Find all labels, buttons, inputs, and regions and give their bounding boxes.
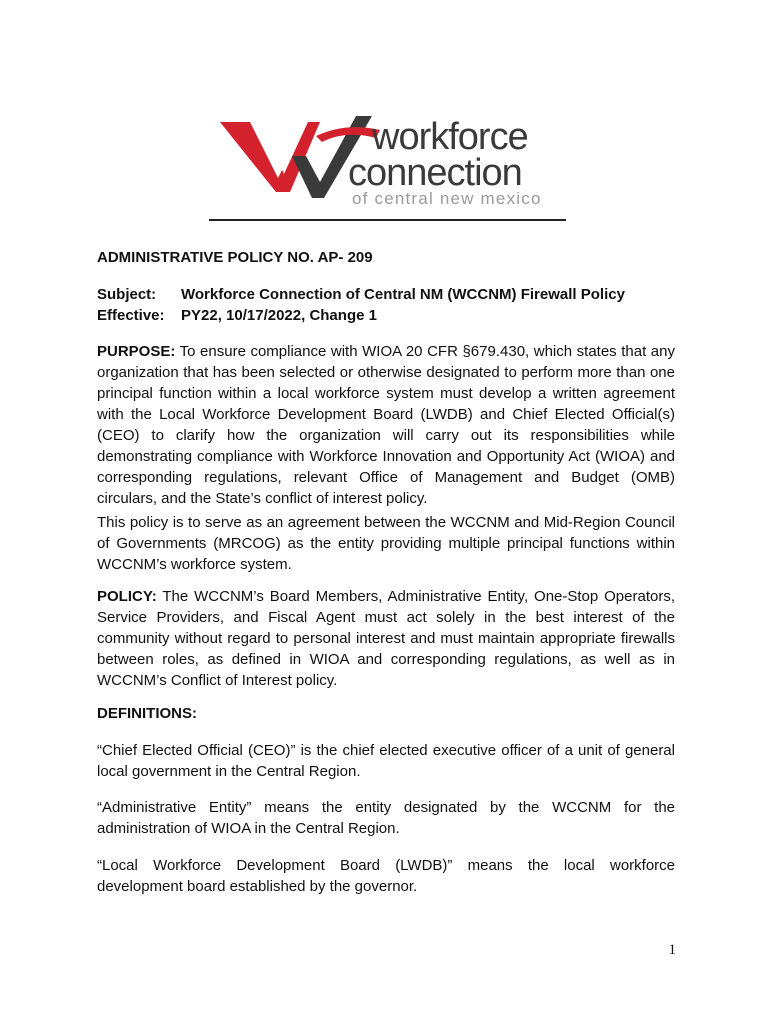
effective-row — [97, 305, 675, 326]
page-number: 1 — [668, 942, 676, 958]
policy-meta — [97, 284, 675, 326]
policy-label: POLICY: — [97, 588, 157, 605]
definition-ceo: “Chief Elected Official (CEO)” is the chief elected executive officer of a unit of general local government in the Central Region. — [97, 742, 675, 780]
purpose-label: PURPOSE: — [97, 343, 176, 360]
definitions-heading: DEFINITIONS: — [97, 705, 197, 722]
logo-divider — [209, 219, 566, 221]
effective-value: PY22, 10/17/2022, Change 1 — [181, 307, 377, 324]
logo-text-connection: connection — [348, 152, 522, 194]
policy-text: The WCCNM’s Board Members, Administrative Entity, One-Stop Operators, Service Providers, and Fiscal Agent must act solely in the best interest of the community without regard to personal interest and must maintain appropriate firewalls between roles, as defined in WIOA and corresponding regulations, as well as in WCCNM’s Conflict of Interest policy. — [97, 588, 675, 689]
subject-label: Subject: — [97, 286, 157, 303]
effective-label: Effective: — [97, 307, 165, 324]
subject-row — [97, 284, 675, 305]
workforce-connection-logo — [220, 108, 560, 208]
definition-lwdb: “Local Workforce Development Board (LWDB)” means the local workforce development board established by the governor. — [97, 857, 675, 895]
logo-text-region: of central new mexico — [352, 189, 542, 208]
policy-heading: ADMINISTRATIVE POLICY NO. AP- 209 — [97, 249, 373, 266]
definition-administrative-entity: “Administrative Entity” means the entity designated by the WCCNM for the administration of WIOA in the Central Region. — [97, 799, 675, 837]
purpose-text: To ensure compliance with WIOA 20 CFR §679.430, which states that any organization that has been selected or otherwise designated to perform more than one principal function within a local workforce system must develop a written agreement with the Local Workforce Development Board (LWDB) and Chief Elected Official(s) (CEO) to clarify how the organization will carry out its responsibilities while demonstrating compliance with Workforce Innovation and Opportunity Act (WIOA) and corresponding regulations, relevant Office of Management and Budget (OMB) circulars, and the State’s conflict of interest policy. — [97, 343, 675, 507]
subject-value: Workforce Connection of Central NM (WCCNM) Firewall Policy — [181, 286, 625, 303]
purpose-paragraph — [97, 341, 675, 509]
agreement-paragraph: This policy is to serve as an agreement between the WCCNM and Mid-Region Council of Governments (MRCOG) as the entity providing multiple principal functions within WCCNM’s workforce system. — [97, 514, 675, 573]
logo-text-workforce: workforce — [372, 116, 528, 158]
policy-paragraph — [97, 586, 675, 691]
